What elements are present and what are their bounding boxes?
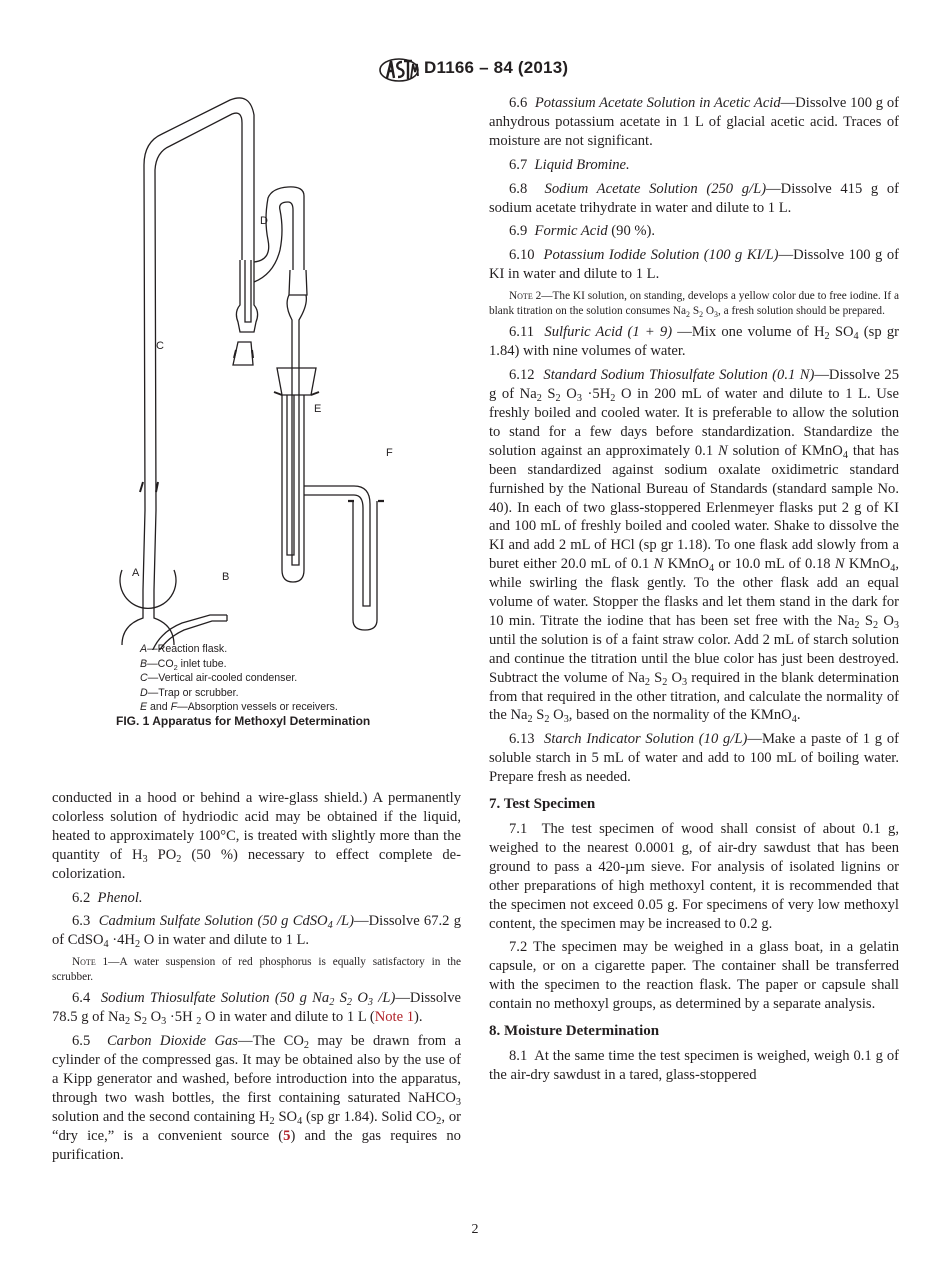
astm-logo-icon <box>378 56 420 84</box>
continued-paragraph: conducted in a hood or behind a wire-glass shield.) A permanently colorless solution of hydriodic acid may be obtained if the liquid, heated to approximately 100°C, is treated with slightly more than the quantity of $H_3$ $PO_2$ (50 %) necessary to effect complete de-colorization. <box>52 790 461 882</box>
note-2: Note 2—The KI solution, on standing, develops a yellow color due to free iodine. If a blank titration on the solution consumes $Na_2$ $S_2$ $O_3$, a fresh solution should be prepared. <box>489 290 899 319</box>
figure-caption: FIG. 1 Apparatus for Methoxyl Determination <box>116 714 371 728</box>
legend-item-d: D—Trap or scrubber. <box>140 686 239 699</box>
section-6-4: 6.4 Sodium Thiosulfate Solution (50 g $Na_2$ $S_2$ $O_3$ /L)—Dissolve 78.5 g of $Na_2$ $S_2$ $O_3 \cdot 5H$ $_2$ O in water and dilute to 1 L (Note 1). <box>52 990 461 1028</box>
section-6-8: 6.8 Sodium Acetate Solution (250 g/L)—Dissolve 415 g of sodium acetate trihydrate in water and dilute to 1 L. <box>489 180 900 216</box>
note-1-link[interactable]: Note 1 <box>374 1009 415 1026</box>
page-header <box>0 56 950 86</box>
section-6-3: 6.3 Cadmium Sulfate Solution (50 g CdSO$_4$ /L)—Dissolve 67.2 g of CdSO$_4$ $\cdot 4H_2$ O in water and dilute to 1 L. <box>52 913 462 951</box>
note-1: Note 1—A water suspension of red phosphorus is equally satisfactory in the scrubber. <box>52 956 461 983</box>
section-6-7: 6.7 Liquid Bromine. <box>509 156 630 173</box>
legend-item-a: A—Reaction flask. <box>140 643 228 655</box>
section-7-1: 7.1 The test specimen of wood shall consist of about 0.1 g, weighed to the nearest 0.0001 g, of air-dry sawdust that has been ground to pass a 420-µm sieve. For analysis of isolated lignins or other preparations of high methoxyl content, it is recommended that the specimen not exceed 0.05 g. For specimens of very low methoxyl content, the specimen may be increased to 0.2 g. <box>489 821 899 932</box>
page-number: 2 <box>471 1222 479 1237</box>
svg-text:A: A <box>132 567 140 579</box>
legend-item-e-f: E and F—Absorption vessels or receivers. <box>140 701 338 714</box>
svg-text:F: F <box>386 447 393 459</box>
figure-legend <box>140 642 338 715</box>
svg-text:E: E <box>314 403 322 415</box>
reference-5-link[interactable]: 5 <box>283 1127 291 1144</box>
svg-text:C: C <box>156 340 164 352</box>
figure-1 <box>52 90 461 740</box>
right-column <box>489 94 899 1090</box>
reaction-flask-shape <box>52 90 461 650</box>
svg-text:D: D <box>260 215 268 227</box>
svg-text:B: B <box>222 571 230 583</box>
legend-item-b: $B—CO_2$ inlet tube. <box>140 657 227 672</box>
section-6-11: 6.11 Sulfuric Acid (1 + 9) —Mix one volume of $H_2$ $SO_4$ (sp gr 1.84) with nine volumes of water. <box>489 324 899 360</box>
section-7-2: 7.2 The specimen may be weighed in a glass boat, in a gelatin capsule, or on a cigarette paper. The container shall be transferred with the specimen to the reaction flask. The paper or capsule shall contain no methoxyl groups, as determined by a separate analysis. <box>489 939 899 1013</box>
section-6-2: 6.2 Phenol. <box>72 889 143 906</box>
section-8-1: 8.1 At the same time the test specimen is weighed, weigh 0.1 g of the air-dry sawdust in a tared, glass-stoppered <box>489 1047 899 1083</box>
section-6-6: 6.6 Potassium Acetate Solution in Acetic Acid—Dissolve 100 g of anhydrous potassium acetate in 1 L of glacial acetic acid. Traces of moisture are not significant. <box>489 95 900 149</box>
section-6-12: 6.12 Standard Sodium Thiosulfate Solution (0.1 N)—Dissolve 25 g of $Na_2$ $S_2$ $O_3 \cdot 5H_2$ O in 200 mL of water and dilute to 1 L. Use freshly boiled and cooled water. It is preferable to allow the solution to stand for a few days before standardization. Standardize the solution against an approximately 0.1 N solution of KMnO$_4$ that has been standardized against sodium oxalate oxidimetric standard furnished by the National Bureau of Standards (standard sample No. 40). In each of two glass-stoppered Erlenmeyer flasks put 2 g of KI and 100 mL of freshly boiled and cooled water. Shake to dissolve the KI and add 2 mL of HCl (sp gr 1.18). To one flask add slowly from a buret either 20.0 mL of 0.1 N KMnO$_4$ or 10.0 mL of 0.18 N KMnO$_4$, while swirling the flask gently. To the other flask add an equal volume of water. Stopper the flasks and let them stand in the dark for 10 min. Titrate the iodine that has been set free with the $Na_2$ $S_2$ $O_3$ until the solution is of a faint straw color. Add 2 mL of starch solution and continue the titration until the blue color has just been destroyed. Subtract the volume of $Na_2$ $S_2$ $O_3$ required in the blank determination from that required in the other titration, and calculate the normality of the $Na_2$ $S_2$ $O_3$, based on the normality of the KMnO$_4$. <box>489 367 900 726</box>
section-7-heading: 7. Test Specimen <box>489 796 596 813</box>
document-designation: D1166 – 84 (2013) <box>424 58 569 77</box>
section-6-9: 6.9 Formic Acid (90 %). <box>509 223 656 240</box>
left-column <box>52 789 461 1170</box>
section-6-10: 6.10 Potassium Iodide Solution (100 g KI/L)—Dissolve 100 g of KI in water and dilute to 1 L. <box>489 247 899 283</box>
legend-item-c: C—Vertical air-cooled condenser. <box>140 672 298 685</box>
section-6-13: 6.13 Starch Indicator Solution (10 g/L)—Make a paste of 1 g of soluble starch in 5 mL of water and add to 100 mL of boiling water. Prepare fresh as needed. <box>489 731 900 786</box>
section-8-heading: 8. Moisture Determination <box>489 1023 660 1040</box>
section-6-5: 6.5 Carbon Dioxide Gas—The $CO_2$ may be drawn from a cylinder of the compressed gas. It may be obtained also by the use of a Kipp generator and washed, before introduction into the apparatus, through two wash bottles, the first containing saturated NaHCO$_3$ solution and the second containing $H_2$ $SO_4$ (sp gr 1.84). Solid $CO_2$, or “dry ice,” is a convenient source (5) and the gas requires no purification. <box>52 1033 461 1163</box>
